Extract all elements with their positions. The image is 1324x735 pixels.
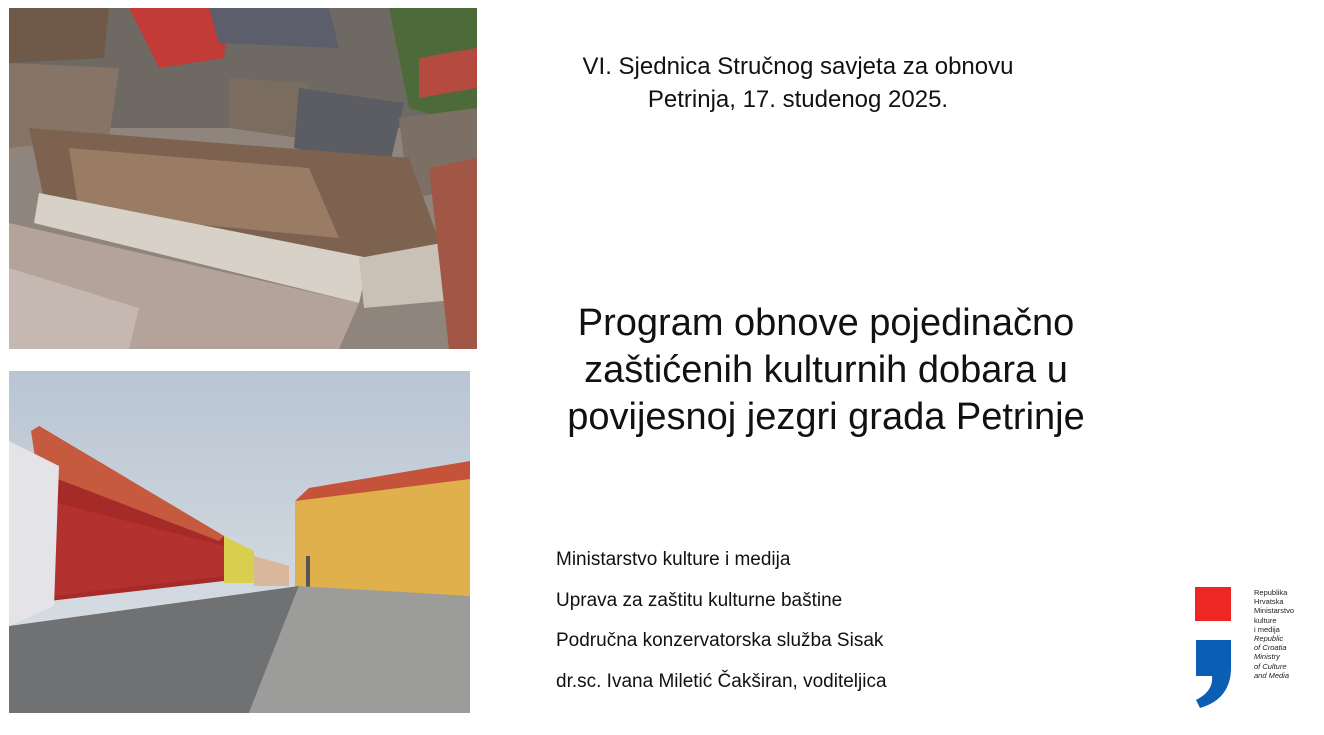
session-date: Petrinja, 17. studenog 2025. <box>647 86 949 113</box>
logo-comma-icon <box>1194 640 1234 708</box>
restored-street-photo <box>9 371 470 713</box>
ministry-logo <box>1194 586 1304 710</box>
credit-author: dr.sc. Ivana Miletić Čakširan, voditeljica <box>556 670 887 692</box>
credit-service: Područna konzervatorska služba Sisak <box>556 630 884 651</box>
credits-block <box>556 548 887 710</box>
title-line-1: Program obnove pojedinačno <box>577 302 1075 344</box>
session-header <box>540 50 1056 116</box>
title-line-2: zaštićenih kulturnih dobara u <box>584 349 1068 391</box>
title-line-3: povijesnoj jezgri grada Petrinje <box>567 396 1085 438</box>
presentation-title <box>545 300 1107 441</box>
logo-red-square <box>1195 587 1231 621</box>
earthquake-damage-photo <box>9 8 477 349</box>
logo-text: Republika Hrvatska Ministarstvo kulture i medija Republic of Croatia Ministry of Culture and Media <box>1254 588 1295 680</box>
credit-ministry: Ministarstvo kulture i medija <box>556 549 791 570</box>
session-title: VI. Sjednica Stručnog savjeta za obnovu <box>582 53 1014 80</box>
credit-directorate: Uprava za zaštitu kulturne baštine <box>556 589 843 611</box>
